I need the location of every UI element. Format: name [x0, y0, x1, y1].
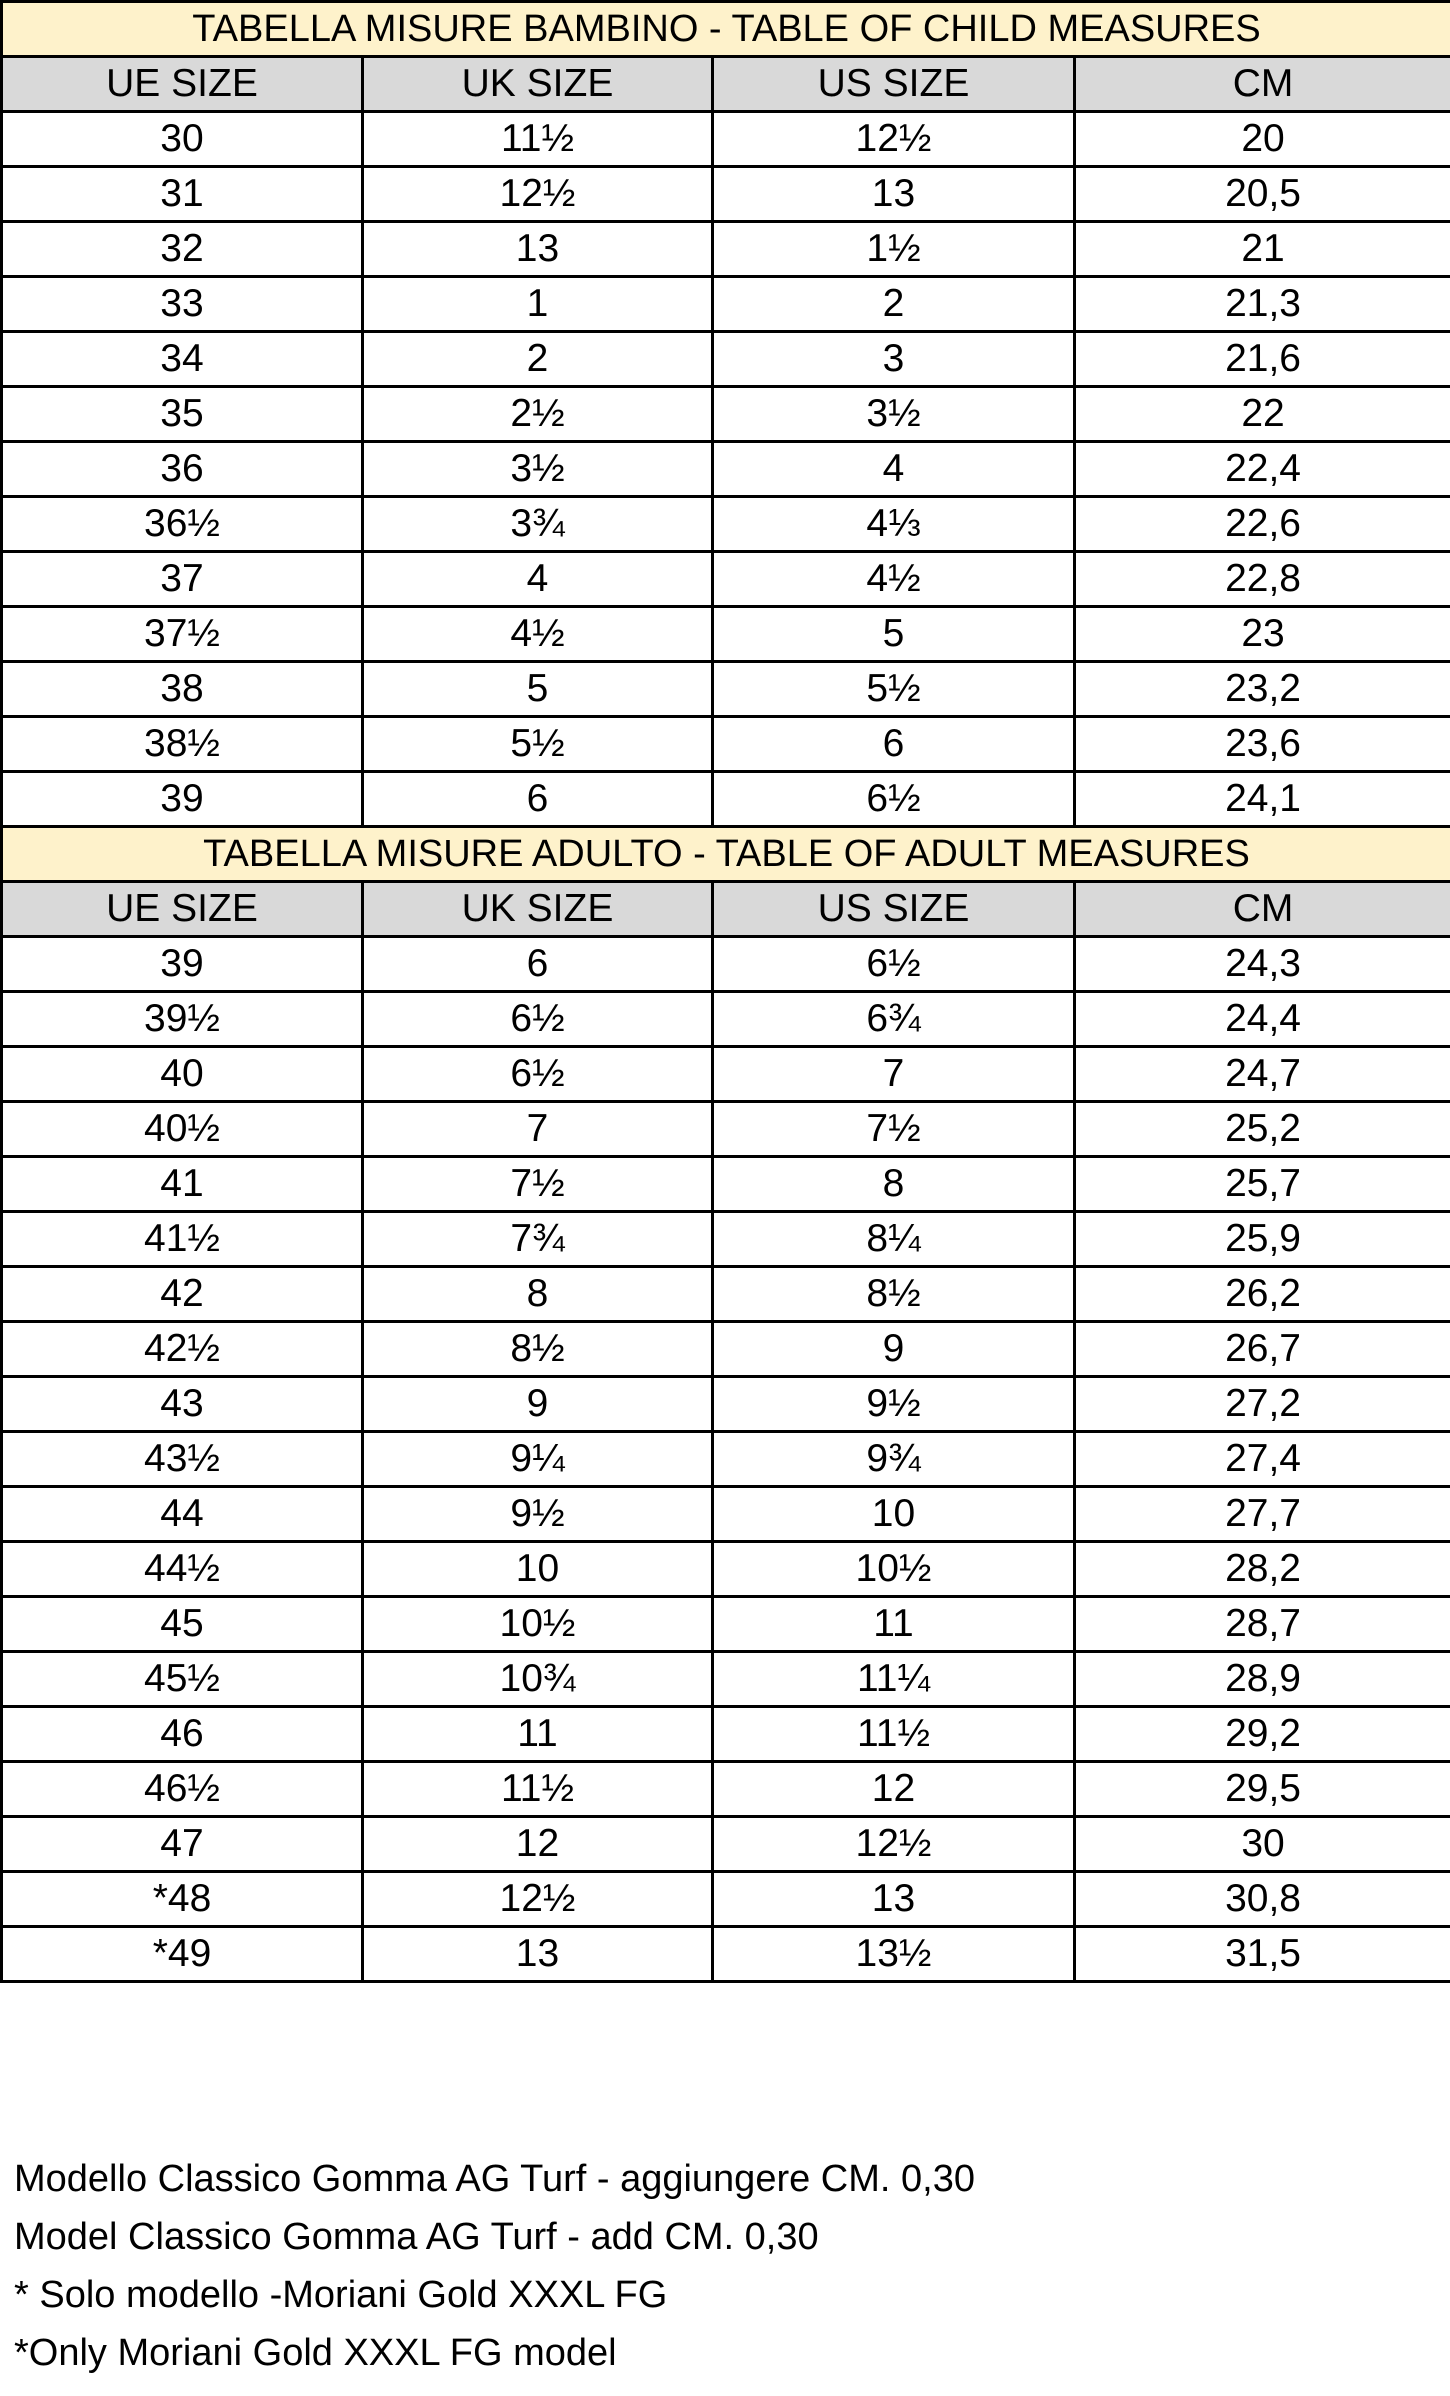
table-row — [2, 1487, 1450, 1542]
cell-uk-size: 9½ — [363, 1487, 713, 1542]
cell-ue-size: *49 — [2, 1927, 363, 1982]
table-row — [2, 937, 1450, 992]
cell-uk-size: 11½ — [363, 1762, 713, 1817]
column-header-cm: CM — [1075, 57, 1450, 112]
cell-cm: 21,6 — [1075, 332, 1450, 387]
cell-us-size: 2 — [713, 277, 1075, 332]
table-row — [2, 992, 1450, 1047]
adult-table-header-row — [2, 882, 1450, 937]
cell-ue-size: 39 — [2, 772, 363, 827]
cell-uk-size: 12 — [363, 1817, 713, 1872]
cell-uk-size: 2½ — [363, 387, 713, 442]
table-row — [2, 1432, 1450, 1487]
cell-us-size: 6 — [713, 717, 1075, 772]
table-row — [2, 552, 1450, 607]
cell-cm: 23,6 — [1075, 717, 1450, 772]
cell-ue-size: 40½ — [2, 1102, 363, 1157]
cell-us-size: 11¼ — [713, 1652, 1075, 1707]
cell-cm: 25,9 — [1075, 1212, 1450, 1267]
cell-uk-size: 8½ — [363, 1322, 713, 1377]
cell-ue-size: 41 — [2, 1157, 363, 1212]
cell-ue-size: 30 — [2, 112, 363, 167]
table-row — [2, 607, 1450, 662]
cell-us-size: 6½ — [713, 772, 1075, 827]
column-header-us-size: US SIZE — [713, 57, 1075, 112]
cell-us-size: 11 — [713, 1597, 1075, 1652]
note-line: *Only Moriani Gold XXXL FG model — [14, 2332, 617, 2374]
cell-ue-size: 39 — [2, 937, 363, 992]
table-row — [2, 717, 1450, 772]
cell-us-size: 5 — [713, 607, 1075, 662]
table-row — [2, 1762, 1450, 1817]
cell-uk-size: 6½ — [363, 1047, 713, 1102]
table-row — [2, 1652, 1450, 1707]
table-row — [2, 1707, 1450, 1762]
cell-cm: 29,5 — [1075, 1762, 1450, 1817]
cell-cm: 28,9 — [1075, 1652, 1450, 1707]
cell-uk-size: 5 — [363, 662, 713, 717]
cell-ue-size: 43 — [2, 1377, 363, 1432]
table-row — [2, 1872, 1450, 1927]
cell-uk-size: 5½ — [363, 717, 713, 772]
child-table-header-row — [2, 57, 1450, 112]
cell-cm: 30 — [1075, 1817, 1450, 1872]
cell-cm: 22 — [1075, 387, 1450, 442]
cell-cm: 22,8 — [1075, 552, 1450, 607]
cell-uk-size: 6½ — [363, 992, 713, 1047]
cell-cm: 27,2 — [1075, 1377, 1450, 1432]
cell-cm: 21,3 — [1075, 277, 1450, 332]
cell-ue-size: 34 — [2, 332, 363, 387]
cell-ue-size: 42 — [2, 1267, 363, 1322]
cell-uk-size: 11 — [363, 1707, 713, 1762]
child-table-title-row — [2, 2, 1450, 57]
table-row — [2, 167, 1450, 222]
cell-uk-size: 7 — [363, 1102, 713, 1157]
cell-ue-size: 38 — [2, 662, 363, 717]
table-row — [2, 1047, 1450, 1102]
table-row — [2, 662, 1450, 717]
cell-ue-size: 45½ — [2, 1652, 363, 1707]
table-row — [2, 772, 1450, 827]
cell-cm: 31,5 — [1075, 1927, 1450, 1982]
cell-ue-size: 38½ — [2, 717, 363, 772]
table-row — [2, 442, 1450, 497]
notes — [14, 2150, 1434, 2382]
table-row — [2, 1927, 1450, 1982]
cell-us-size: 1½ — [713, 222, 1075, 277]
cell-us-size: 4⅓ — [713, 497, 1075, 552]
cell-ue-size: 32 — [2, 222, 363, 277]
cell-cm: 24,4 — [1075, 992, 1450, 1047]
column-header-ue-size: UE SIZE — [2, 57, 363, 112]
table-row — [2, 387, 1450, 442]
cell-uk-size: 10 — [363, 1542, 713, 1597]
cell-us-size: 12½ — [713, 1817, 1075, 1872]
table-row — [2, 1597, 1450, 1652]
child-table-title: TABELLA MISURE BAMBINO - TABLE OF CHILD MEASURES — [2, 2, 1450, 57]
table-row — [2, 1322, 1450, 1377]
cell-ue-size: 36½ — [2, 497, 363, 552]
cell-uk-size: 2 — [363, 332, 713, 387]
cell-cm: 25,2 — [1075, 1102, 1450, 1157]
cell-cm: 23 — [1075, 607, 1450, 662]
cell-cm: 26,7 — [1075, 1322, 1450, 1377]
table-row — [2, 1817, 1450, 1872]
cell-ue-size: 31 — [2, 167, 363, 222]
cell-us-size: 12 — [713, 1762, 1075, 1817]
cell-uk-size: 12½ — [363, 167, 713, 222]
adult-table-title-row — [2, 827, 1450, 882]
column-header-uk-size: UK SIZE — [363, 882, 713, 937]
column-header-cm: CM — [1075, 882, 1450, 937]
cell-us-size: 3 — [713, 332, 1075, 387]
cell-us-size: 9½ — [713, 1377, 1075, 1432]
cell-us-size: 10 — [713, 1487, 1075, 1542]
cell-ue-size: 43½ — [2, 1432, 363, 1487]
cell-cm: 21 — [1075, 222, 1450, 277]
cell-cm: 20 — [1075, 112, 1450, 167]
column-header-uk-size: UK SIZE — [363, 57, 713, 112]
cell-cm: 27,4 — [1075, 1432, 1450, 1487]
note-line: * Solo modello -Moriani Gold XXXL FG — [14, 2274, 668, 2316]
cell-ue-size: 46 — [2, 1707, 363, 1762]
table-row — [2, 332, 1450, 387]
cell-cm: 28,7 — [1075, 1597, 1450, 1652]
cell-us-size: 9¾ — [713, 1432, 1075, 1487]
table-row — [2, 1102, 1450, 1157]
cell-us-size: 11½ — [713, 1707, 1075, 1762]
cell-uk-size: 7½ — [363, 1157, 713, 1212]
cell-us-size: 8 — [713, 1157, 1075, 1212]
cell-us-size: 4 — [713, 442, 1075, 497]
cell-uk-size: 4½ — [363, 607, 713, 662]
cell-us-size: 7½ — [713, 1102, 1075, 1157]
cell-ue-size: 35 — [2, 387, 363, 442]
cell-ue-size: 47 — [2, 1817, 363, 1872]
cell-uk-size: 6 — [363, 772, 713, 827]
cell-ue-size: 40 — [2, 1047, 363, 1102]
table-row — [2, 112, 1450, 167]
cell-us-size: 8½ — [713, 1267, 1075, 1322]
cell-cm: 22,6 — [1075, 497, 1450, 552]
table-row — [2, 1377, 1450, 1432]
cell-ue-size: 41½ — [2, 1212, 363, 1267]
cell-ue-size: 37½ — [2, 607, 363, 662]
cell-cm: 20,5 — [1075, 167, 1450, 222]
column-header-us-size: US SIZE — [713, 882, 1075, 937]
cell-us-size: 6½ — [713, 937, 1075, 992]
cell-cm: 24,1 — [1075, 772, 1450, 827]
cell-uk-size: 9¼ — [363, 1432, 713, 1487]
cell-us-size: 7 — [713, 1047, 1075, 1102]
cell-cm: 27,7 — [1075, 1487, 1450, 1542]
cell-uk-size: 13 — [363, 222, 713, 277]
cell-ue-size: 33 — [2, 277, 363, 332]
table-row — [2, 1267, 1450, 1322]
cell-cm: 24,7 — [1075, 1047, 1450, 1102]
cell-ue-size: 44 — [2, 1487, 363, 1542]
cell-ue-size: 39½ — [2, 992, 363, 1047]
cell-cm: 24,3 — [1075, 937, 1450, 992]
cell-us-size: 5½ — [713, 662, 1075, 717]
cell-ue-size: 46½ — [2, 1762, 363, 1817]
cell-cm: 30,8 — [1075, 1872, 1450, 1927]
cell-uk-size: 8 — [363, 1267, 713, 1322]
cell-us-size: 8¼ — [713, 1212, 1075, 1267]
cell-us-size: 13 — [713, 167, 1075, 222]
table-row — [2, 1212, 1450, 1267]
cell-uk-size: 4 — [363, 552, 713, 607]
cell-ue-size: 45 — [2, 1597, 363, 1652]
cell-uk-size: 9 — [363, 1377, 713, 1432]
cell-cm: 28,2 — [1075, 1542, 1450, 1597]
cell-cm: 29,2 — [1075, 1707, 1450, 1762]
cell-us-size: 13 — [713, 1872, 1075, 1927]
cell-uk-size: 10½ — [363, 1597, 713, 1652]
table-row — [2, 1542, 1450, 1597]
cell-uk-size: 1 — [363, 277, 713, 332]
note-line: Modello Classico Gomma AG Turf - aggiungere CM. 0,30 — [14, 2158, 975, 2200]
cell-ue-size: 37 — [2, 552, 363, 607]
cell-cm: 25,7 — [1075, 1157, 1450, 1212]
cell-us-size: 6¾ — [713, 992, 1075, 1047]
cell-uk-size: 6 — [363, 937, 713, 992]
cell-ue-size: 36 — [2, 442, 363, 497]
cell-uk-size: 3½ — [363, 442, 713, 497]
cell-cm: 22,4 — [1075, 442, 1450, 497]
cell-us-size: 4½ — [713, 552, 1075, 607]
cell-ue-size: 42½ — [2, 1322, 363, 1377]
table-row — [2, 497, 1450, 552]
adult-table-title: TABELLA MISURE ADULTO - TABLE OF ADULT MEASURES — [2, 827, 1450, 882]
cell-ue-size: *48 — [2, 1872, 363, 1927]
cell-us-size: 10½ — [713, 1542, 1075, 1597]
cell-uk-size: 11½ — [363, 112, 713, 167]
cell-us-size: 13½ — [713, 1927, 1075, 1982]
cell-uk-size: 3¾ — [363, 497, 713, 552]
note-line: Model Classico Gomma AG Turf - add CM. 0,30 — [14, 2216, 819, 2258]
column-header-ue-size: UE SIZE — [2, 882, 363, 937]
cell-ue-size: 44½ — [2, 1542, 363, 1597]
table-row — [2, 222, 1450, 277]
size-table-body — [2, 2, 1450, 1982]
cell-us-size: 9 — [713, 1322, 1075, 1377]
cell-uk-size: 12½ — [363, 1872, 713, 1927]
table-row — [2, 1157, 1450, 1212]
cell-uk-size: 13 — [363, 1927, 713, 1982]
cell-cm: 26,2 — [1075, 1267, 1450, 1322]
table-row — [2, 277, 1450, 332]
cell-us-size: 12½ — [713, 112, 1075, 167]
cell-uk-size: 7¾ — [363, 1212, 713, 1267]
cell-us-size: 3½ — [713, 387, 1075, 442]
cell-uk-size: 10¾ — [363, 1652, 713, 1707]
cell-cm: 23,2 — [1075, 662, 1450, 717]
